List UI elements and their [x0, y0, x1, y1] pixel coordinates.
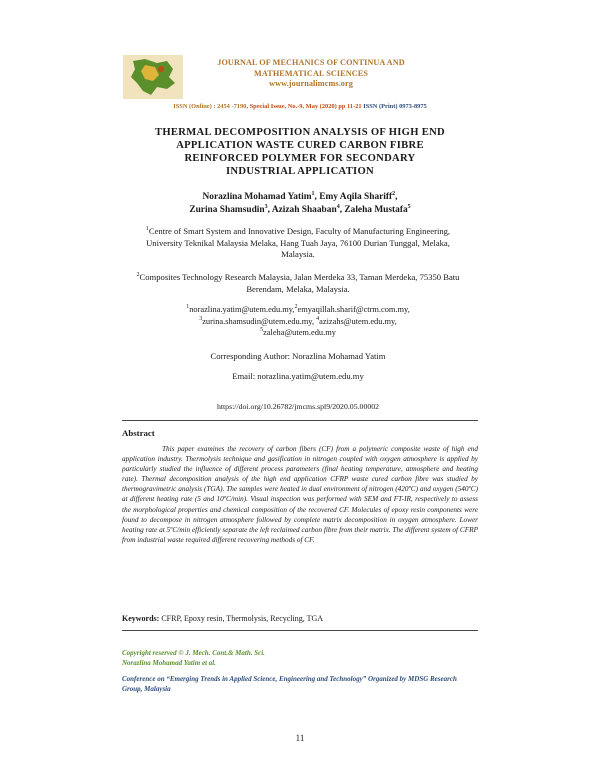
email-5-sup: 5 — [260, 327, 264, 334]
affiliation-1-sup: 1 — [145, 226, 149, 233]
author-3-sup: 3 — [264, 203, 268, 210]
author-2: Emy Aqila Shariff — [319, 192, 393, 202]
keywords-value: CFRP, Epoxy resin, Thermolysis, Recycling, TGA — [159, 614, 324, 623]
author-5: Zaleha Mustafa — [344, 205, 408, 215]
paper-title-line3: REINFORCED POLYMER FOR SECONDARY — [184, 153, 416, 164]
journal-title — [190, 58, 432, 90]
doi-link[interactable]: https://doi.org/10.26782/jmcms.spl9/2020.05.00002 — [216, 402, 380, 411]
journal-title-line2: MATHEMATICAL SCIENCES — [254, 68, 368, 78]
abstract-heading: Abstract — [122, 428, 155, 438]
journal-url[interactable]: www.journalimcms.org — [269, 79, 353, 88]
special-issue: , Special Issue, No.-9, May (2020) pp 11-21 — [246, 103, 362, 110]
affiliation-2 — [130, 272, 466, 295]
paper-title — [122, 126, 478, 178]
abstract-top-divider — [122, 420, 478, 421]
affiliation-2-text: Composites Technology Research Malaysia, Jalan Merdeka 33, Taman Merdeka, 75350 Batu Berendam, Melaka, Malaysia. — [139, 272, 460, 294]
email-2[interactable]: emyaqillah.sharif@ctrm.com.my, — [297, 305, 410, 314]
author-5-sup: 5 — [407, 203, 411, 210]
email-4[interactable]: azizahs@utem.edu.my, — [319, 316, 397, 326]
affiliation-1 — [130, 226, 466, 261]
author-3: Zurina Shamsudin — [189, 205, 265, 215]
journal-title-line1: JOURNAL OF MECHANICS OF CONTINUA AND — [217, 58, 405, 67]
corresponding-email[interactable]: Email: norazlina.yatim@utem.edu.my — [232, 371, 364, 381]
email-1[interactable]: norazlina.yatim@utem.edu.my, — [189, 305, 295, 314]
email-5[interactable]: zaleha@utem.edu.my — [263, 328, 336, 338]
paper-title-line2: APPLICATION WASTE CURED CARBON FIBRE — [176, 140, 424, 151]
copyright-author: Norazlina Mohamad Yatim et al. — [122, 659, 216, 667]
author-1: Norazlina Mohamad Yatim — [202, 192, 312, 202]
author-emails — [130, 304, 466, 339]
author-1-sup: 1 — [311, 190, 315, 197]
author-4-sup: 4 — [336, 203, 340, 210]
author-list: Norazlina Mohamad Yatim$^1$, Emy Aqila Shariff$^2$, Zurina Shamsudin$^3$, Azizah Shaaban$^4$, Zaleha Mustafa$^5$ — [189, 190, 411, 215]
email-3[interactable]: zurina.shamsudin@utem.edu.my, — [202, 316, 315, 326]
issn-print: ISSN (Print) 0973-8975 — [361, 103, 427, 110]
email-3-sup: 3 — [199, 315, 203, 322]
keywords — [122, 614, 478, 623]
issn-line — [122, 103, 478, 110]
journal-logo — [123, 55, 183, 99]
abstract-bottom-divider — [122, 630, 478, 631]
paper-title-line4: INDUSTRIAL APPLICATION — [226, 166, 374, 177]
keywords-label: Keywords: — [122, 614, 160, 623]
author-2-sup: 2 — [392, 190, 396, 197]
corresponding-author: Corresponding Author: Norazlina Mohamad Yatim — [210, 351, 386, 361]
conference-note: Conference on “Emerging Trends in Applied Science, Engineering and Technology” Organized by MDSG Research Group, Malaysia — [122, 675, 457, 693]
author-4: Azizah Shaaban — [271, 205, 337, 215]
page-number: 11 — [295, 733, 305, 743]
issn-online: ISSN (Online) : 2454 -7190 — [173, 103, 247, 110]
email-1-sup: 1 — [186, 304, 190, 311]
affiliation-1-text: Centre of Smart System and Innovative Design, Faculty of Manufacturing Engineering, University Teknikal Malaysia Melaka, Hang Tuah Jaya, 76100 Durian Tunggal, Melaka, Malaysia. — [146, 226, 451, 260]
email-2-sup: 2 — [294, 304, 298, 311]
abstract-body: This paper examines the recovery of carbon fibers (CF) from a polymeric composite waste of high end application industry. Thermolysis technique and gasification in nitrogen coupled with oxygen atmosphere is applied by particularly studied the influence of different process parameters (final heating temperature, atmosphere and heating rate). Thermal decomposition analysis of the high end application CFRP waste cured carbon fibre was studied by thermogravimetric analysis (TGA). The samples were heated in dual environment of nitrogen (420ºC) and oxygen (540ºC) at different heating rate (5 and 10ºC/min). Visual inspection was performed with SEM and FT-IR, respectively to assess the morphological properties and chemical composition of the recovered CF. Molecules of epoxy resin components were found to decompose in nitrogen atmosphere followed by complete matrix decomposition in oxygen atmosphere. Lower heating rate at 5ºC/min efficiently separate the left reclaimed carbon fibre from their matrix. The different system of CFRP from industrial waste required different recovering methods of CF. — [122, 445, 478, 544]
affiliation-2-sup: 2 — [136, 272, 140, 279]
copyright-text: Copyright reserved © J. Mech. Cont.& Math. Sci. — [122, 649, 265, 657]
email-4-sup: 4 — [316, 315, 320, 322]
paper-title-line1: THERMAL DECOMPOSITION ANALYSIS OF HIGH END — [155, 127, 445, 138]
copyright-block — [122, 648, 265, 668]
